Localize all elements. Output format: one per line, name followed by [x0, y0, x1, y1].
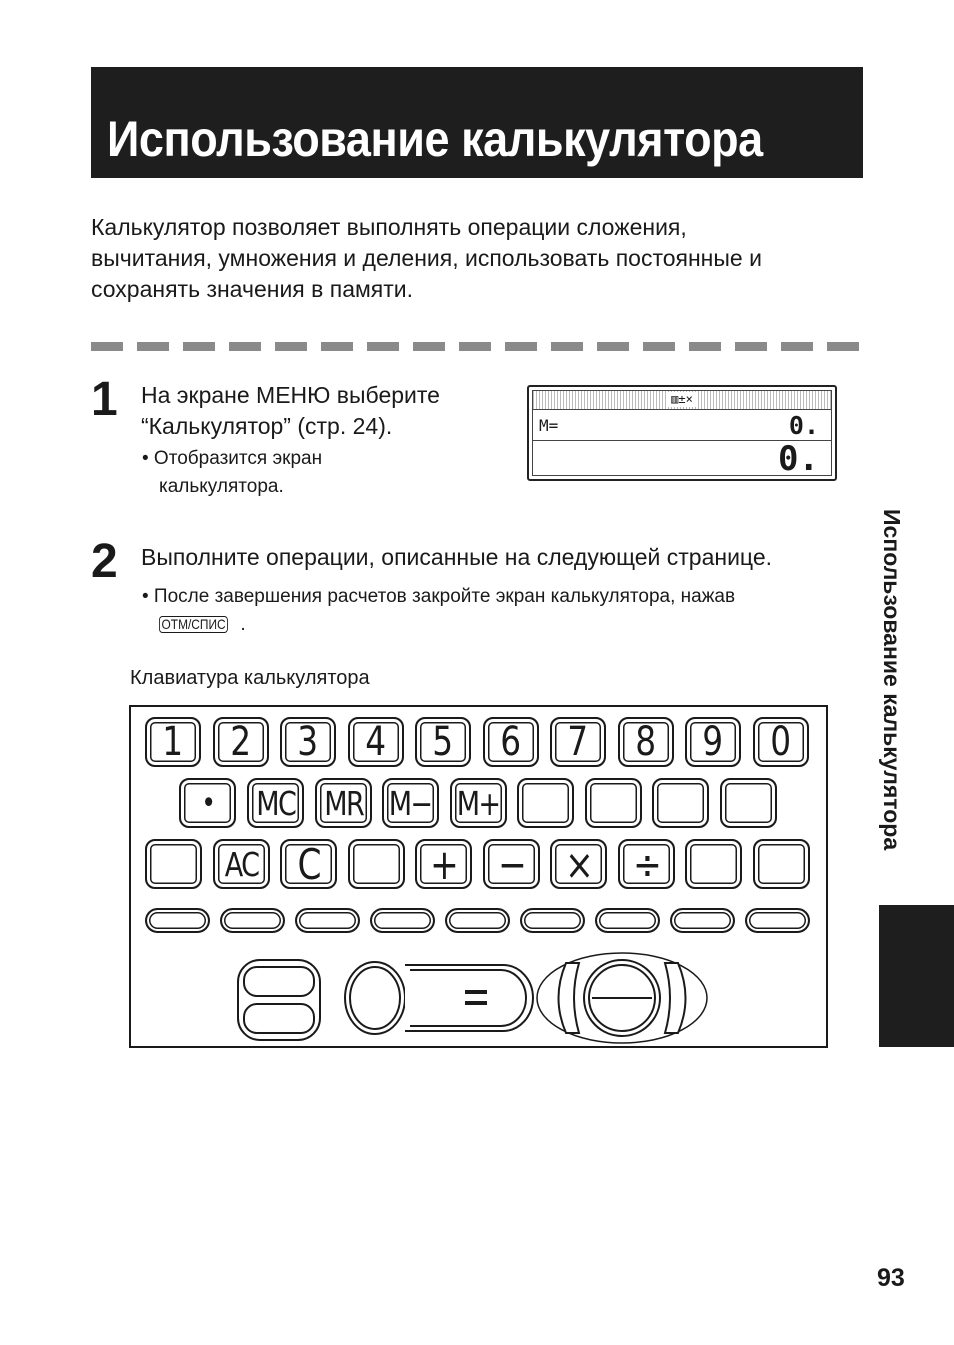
bottom-controls [131, 707, 826, 1046]
keyboard-caption: Клавиатура калькулятора [130, 667, 370, 689]
page-number: 93 [877, 1264, 905, 1292]
key-3[interactable]: 3 [280, 717, 336, 767]
key-9[interactable]: 9 [685, 717, 741, 767]
key-m-minus[interactable]: M− [382, 778, 439, 828]
key-mc[interactable]: MC [247, 778, 304, 828]
side-tab-block [879, 905, 954, 1047]
calculator-keyboard [129, 705, 828, 1048]
key-multiply[interactable]: × [550, 839, 607, 889]
memory-row [533, 410, 831, 441]
key-4[interactable]: 4 [348, 717, 404, 767]
page-up-down-key[interactable] [238, 960, 320, 1040]
key-0[interactable]: 0 [753, 717, 809, 767]
cursor-key[interactable] [537, 953, 707, 1043]
key-2[interactable]: 2 [213, 717, 269, 767]
key-plus[interactable]: + [415, 839, 472, 889]
key-divide[interactable]: ÷ [618, 839, 675, 889]
calculator-mode-icon: ▥±× [667, 392, 697, 407]
memory-label: M= [539, 416, 559, 435]
otm-spis-key: ОТМ/СПИС [159, 616, 228, 633]
step-1-number: 1 [91, 373, 118, 426]
key-decimal-point[interactable]: • [179, 778, 236, 828]
screen-status-bar [533, 391, 831, 410]
step-2-bullet [142, 583, 862, 639]
key-ac[interactable]: AC [213, 839, 270, 889]
intro-line-3: сохранять значения в памяти. [91, 276, 414, 302]
side-tab-label: Использование калькулятора [879, 509, 905, 851]
key-5[interactable]: 5 [415, 717, 471, 767]
dashed-divider [91, 342, 863, 351]
step-1-bullet-line-1: • Отобразится экран [142, 448, 323, 469]
title-bar [91, 67, 863, 178]
calculator-screen [527, 385, 837, 481]
step-1-line-1: На экране МЕНЮ выберите [141, 382, 440, 408]
intro-line-1: Калькулятор позволяет выполнять операции сложения, [91, 214, 687, 240]
page-title: Использование калькулятора [107, 111, 763, 167]
step-1-bullet-line-2: калькулятора. [159, 476, 284, 497]
key-6[interactable]: 6 [483, 717, 539, 767]
calculator-screen-inner [532, 390, 832, 479]
step-1-text [141, 380, 440, 442]
key-mr[interactable]: MR [315, 778, 372, 828]
key-equals[interactable] [405, 965, 533, 1031]
step-1-line-2: “Калькулятор” (стр. 24). [141, 413, 393, 439]
display-value: 0. [778, 439, 819, 479]
memory-value: 0. [788, 411, 819, 440]
step-1-bullet [142, 445, 322, 501]
intro-paragraph [91, 212, 861, 305]
circle-key[interactable] [345, 962, 405, 1034]
key-1[interactable]: 1 [145, 717, 201, 767]
key-minus[interactable]: − [483, 839, 540, 889]
step-2-text: Выполните операции, описанные на следующей странице. [141, 544, 773, 570]
step-2-bullet-line-1: • После завершения расчетов закройте экран калькулятора, нажав [142, 586, 736, 607]
key-8[interactable]: 8 [618, 717, 674, 767]
step-2-bullet-end: . [240, 614, 246, 635]
key-7[interactable]: 7 [550, 717, 606, 767]
key-m-plus[interactable]: M+ [450, 778, 507, 828]
intro-line-2: вычитания, умножения и деления, использовать постоянные и [91, 245, 762, 271]
step-2-bullet-line-2 [142, 611, 862, 639]
step-2-number: 2 [91, 535, 118, 588]
key-c[interactable]: C [280, 839, 337, 889]
